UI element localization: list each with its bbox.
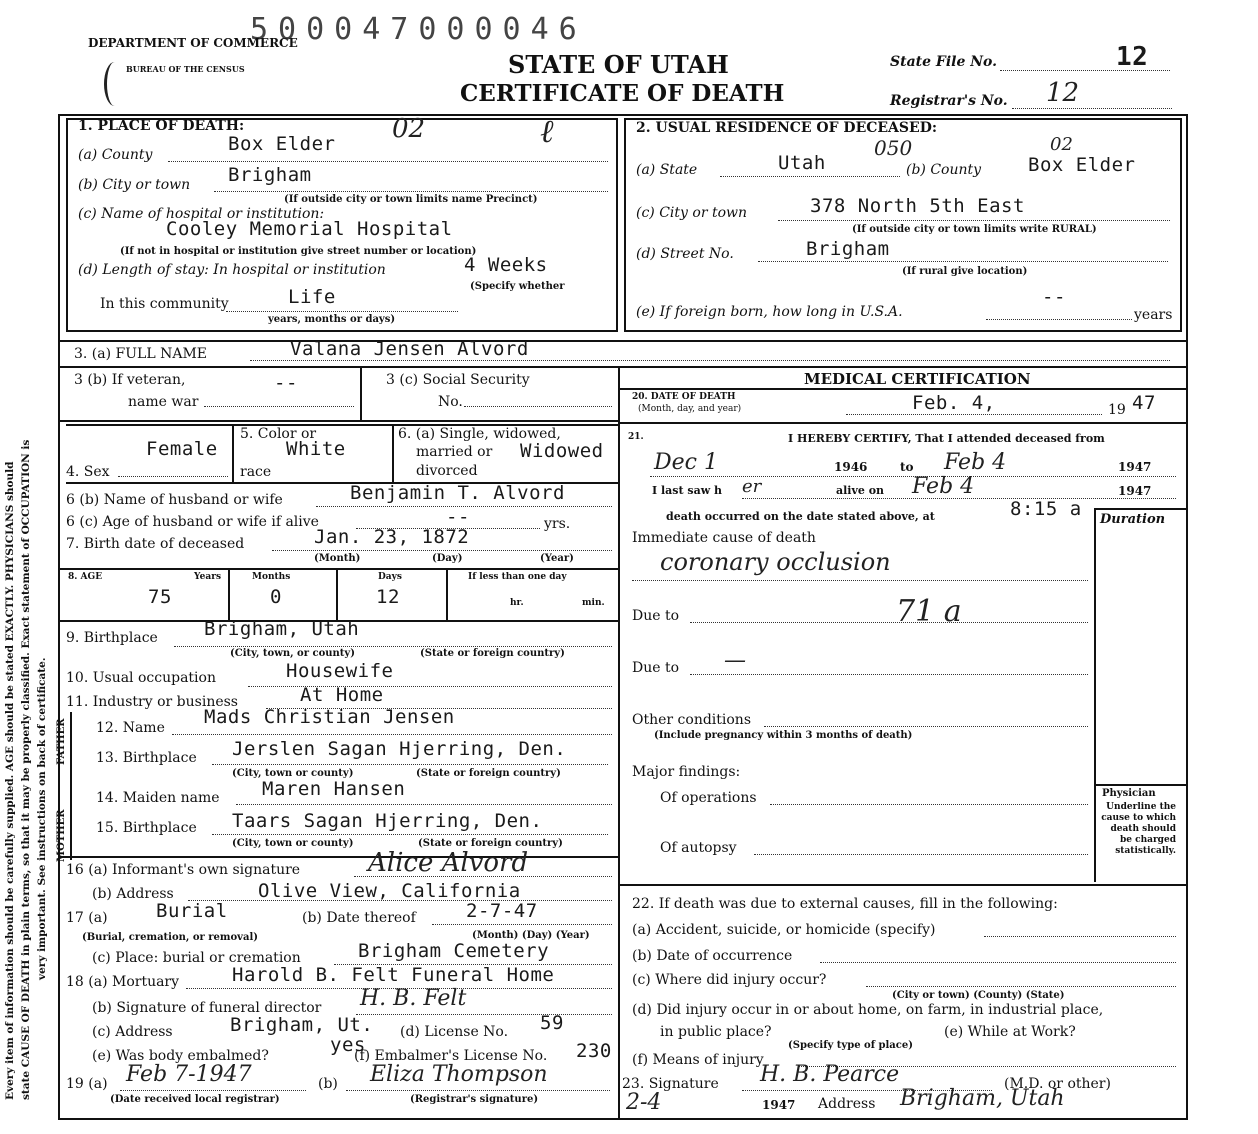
res-street-note: (If rural give location) [902,266,1028,277]
res-county-label: (b) County [906,162,982,178]
mortuary-label: 18 (a) Mortuary [66,974,180,990]
sig-date-year: 1947 [762,1098,796,1112]
informant-addr: Olive View, California [258,880,521,902]
lastsaw-year: 1947 [1118,484,1152,498]
burial-label: 17 (a) [66,910,108,926]
burial-date-value: 2-7-47 [466,900,538,922]
registrar-value: 12 [1046,78,1080,108]
hr-label: hr. [510,598,524,608]
due1-line [690,622,1088,623]
due2-label: Due to [632,660,680,676]
state-title: STATE OF UTAH [508,50,729,79]
birth-value: Jan. 23, 1872 [314,526,470,548]
to-date: Feb 4 [944,450,1007,475]
operations-line [770,804,1088,805]
embalm-label: (e) Was body embalmed? [92,1048,269,1064]
autopsy-line [754,854,1088,855]
birth-label: 7. Birth date of deceased [66,536,245,552]
registrar-line [1012,108,1172,109]
birthplace-label: 9. Birthplace [66,630,158,646]
fb-state-note: (State or foreign country) [416,768,561,779]
medical-bottom [618,884,1186,886]
birthplace-value: Brigham, Utah [204,618,360,640]
bp-state-note: (State or foreign country) [420,648,565,659]
burial-date-line [432,924,612,925]
place-heading: 1. PLACE OF DEATH: [78,118,245,134]
res-mark: 050 [874,136,913,160]
autopsy-label: Of autopsy [660,840,737,856]
age-years-value: 75 [148,586,172,608]
community-label: In this community [100,296,229,312]
res-state-value: Utah [778,152,826,174]
md-label: (M.D. or other) [1004,1076,1111,1092]
dod-label: 20. DATE OF DEATH [632,392,736,402]
from-year: 1946 [834,460,868,474]
mother-birth-label: 15. Birthplace [96,820,197,836]
serial-number: 500047000046 [250,12,587,47]
margin-instruction-2: state CAUSE OF DEATH in plain terms, so that it may be properly classified. Exact statement of OCCUPATION is [20,439,32,1100]
stay-label: (d) Length of stay: In hospital or institution [78,262,386,278]
years-label: Years [194,572,222,582]
veteran-value: -- [274,372,298,394]
res-street-line [758,261,1168,262]
hospital-label: (c) Name of hospital or institution: [78,206,325,222]
industry-value: At Home [300,684,384,706]
father-name-label: 12. Name [96,720,165,736]
sig-address-label: Address [818,1096,876,1112]
department-label: DEPARTMENT OF COMMERCE [88,36,298,50]
major-label: Major findings: [632,764,741,780]
dod-year-prefix: 19 [1108,402,1126,418]
veteran-label-a: 3 (b) If veteran, [74,372,186,388]
reg-sig-line [346,1090,610,1091]
burial-date-note: (Month) (Day) (Year) [472,930,590,941]
sex-divider [232,424,234,482]
box2-bottom [624,330,1180,332]
color-divider [392,424,394,482]
res-state-label: (a) State [636,162,698,178]
informant-sig-line [354,876,612,877]
age-months-value: 0 [270,586,282,608]
father-name-value: Mads Christian Jensen [204,706,455,728]
physician-title: Physician [1102,788,1156,799]
reg-sig-label: (b) [318,1076,338,1092]
res-city-label: (c) City or town [636,205,748,221]
state-file-value: 12 [1116,42,1149,72]
burial-place-label: (c) Place: burial or cremation [92,950,301,966]
immediate-line [632,580,1088,581]
date-received-value: Feb 7-1947 [126,1062,252,1087]
spouse-age-label: 6 (c) Age of husband or wife if alive [66,514,319,530]
occurred-label: death occurred on the date stated above, at [666,510,935,523]
mother-birth-line [212,834,608,835]
lessday-label: If less than one day [468,572,567,582]
embalm-value: yes [330,1034,366,1056]
informant-sig-label: 16 (a) Informant's own signature [66,862,301,878]
box1-left [66,118,68,332]
veteran-line [204,406,354,407]
mortuary-value: Harold B. Felt Funeral Home [232,964,555,986]
seal-mark [104,62,125,106]
physician-top [1094,784,1186,786]
parents-bracket [70,712,72,860]
director-label: (b) Signature of funeral director [92,1000,322,1016]
hospital-value: Cooley Memorial Hospital [166,218,453,240]
embalmer-label: (f) Embalmer's License No. [354,1048,548,1064]
embalmer-value: 230 [576,1040,612,1062]
director-line [356,1014,612,1015]
color-label-a: 5. Color or [240,426,317,442]
certify-text: I HEREBY CERTIFY, That I attended deceased from [788,432,1105,445]
frame-bottom [58,1118,1186,1120]
occupation-value: Housewife [286,660,394,682]
community-line [226,311,458,312]
sex-line [118,476,228,477]
due2-value: — [724,648,746,673]
date-received-label: 19 (a) [66,1076,108,1092]
res-foreign-label: (e) If foreign born, how long in U.S.A. [636,304,903,320]
external-a: (a) Accident, suicide, or homicide (specify) [632,922,936,938]
external-c-line [866,986,1176,987]
min-label: min. [582,598,605,608]
birth-line [272,550,612,551]
color-value: White [286,438,346,460]
mother-side-label: MOTHER [56,809,67,862]
margin-instruction-1: Every item of information should be carefully supplied. AGE should be stated EXACTLY. PHYSICIANS should [4,461,16,1100]
res-county-value: Box Elder [1028,154,1136,176]
ss-label-a: 3 (c) Social Security [386,372,530,388]
informant-addr-line [188,900,612,901]
marital-label-a: 6. (a) Single, widowed, [398,426,561,442]
industry-label: 11. Industry or business [66,694,238,710]
due1-value: 71 a [896,594,962,629]
mortuary-addr-label: (c) Address [92,1024,173,1040]
color-label-b: race [240,464,272,480]
mortuary-addr: Brigham, Ut. [230,1014,374,1036]
dod-year: 47 [1132,392,1156,414]
informant-sig: Alice Alvord [368,848,529,878]
dod-value: Feb. 4, [912,392,996,414]
external-d-note: (Specify type of place) [788,1040,913,1051]
day-note: (Day) [432,553,463,564]
lastsaw-her: er [742,476,762,497]
physician-note: Underline the cause to which death should be charged statistically. [1101,802,1176,856]
medical-heading: MEDICAL CERTIFICATION [804,370,1031,388]
external-d1: (d) Did injury occur in or about home, on farm, in industrial place, [632,1002,1104,1018]
place-mark-2: ℓ [540,112,554,150]
res-city-note: (If outside city or town limits write RURAL) [852,224,1097,235]
date-received-note: (Date received local registrar) [110,1094,280,1105]
lastsaw-date: Feb 4 [912,474,975,499]
days-label: Days [378,572,402,582]
ss-label-b: No. [438,394,463,410]
license-label: (d) License No. [400,1024,509,1040]
duration-label: Duration [1100,512,1166,527]
sex-label: 4. Sex [66,464,110,480]
age-div-3 [446,568,448,620]
certify-num: 21. [628,432,644,442]
dod-line [846,414,1102,415]
res-city-line [778,220,1170,221]
name-row-bottom [58,366,1186,368]
margin-instruction-3: very important. See instructions on back of certificate. [36,657,48,980]
box2-right [1180,118,1182,332]
box1-bottom [66,330,616,332]
external-heading: 22. If death was due to external causes, fill in the following: [632,896,1058,912]
spouse-age-value: -- [446,506,470,528]
res-foreign-value: -- [1042,286,1066,308]
county-label: (a) County [78,147,153,163]
burial-note: (Burial, cremation, or removal) [82,932,258,943]
mother-name-line [236,804,612,805]
bureau-label: BUREAU OF THE CENSUS [126,64,245,74]
immediate-label: Immediate cause of death [632,530,816,546]
external-a-line [984,936,1176,937]
hospital-note: (If not in hospital or institution give street number or location) [120,246,477,257]
center-divider [618,366,620,1118]
alive-on: alive on [836,484,885,497]
months-label: Months [252,572,291,582]
reg-sig-note: (Registrar's signature) [410,1094,539,1105]
license-value: 59 [540,1012,564,1034]
external-b-line [820,962,1176,963]
res-state-line [720,176,900,177]
other-note: (Include pregnancy within 3 months of death) [654,730,913,741]
year-note: (Year) [540,553,574,564]
name-line [250,360,1170,361]
duration-top [1094,508,1186,510]
operations-label: Of operations [660,790,757,806]
ymd-note: years, months or days) [268,314,396,325]
frame-left [58,114,60,1120]
frame-right [1186,114,1188,1120]
full-name-label: 3. (a) FULL NAME [74,346,207,362]
mb-state-note: (State or foreign country) [418,838,563,849]
county-line [168,161,608,162]
father-birth-line [212,764,608,765]
burial-date-label: (b) Date thereof [302,910,416,926]
age-div-2 [336,568,338,620]
box1-right [616,118,618,332]
father-birth-value: Jerslen Sagan Hjerring, Den. [232,738,567,760]
external-c-note: (City or town) (County) (State) [892,990,1065,1001]
director-sig: H. B. Felt [360,986,467,1011]
father-side-label: FATHER [56,718,67,765]
state-file-label: State File No. [890,54,998,70]
marital-label-b: married or [416,444,493,460]
immediate-value: coronary occlusion [660,548,891,576]
community-value: Life [288,286,336,308]
res-years: years [1134,307,1173,323]
stay-value: 4 Weeks [464,254,548,276]
lastsaw-line [742,498,1176,499]
city-line [214,191,608,192]
informant-addr-label: (b) Address [92,886,174,902]
mother-name-label: 14. Maiden name [96,790,220,806]
to-year: 1947 [1118,460,1152,474]
frame-top [58,114,1186,116]
medical-heading-line [618,388,1186,390]
res-street-label: (d) Street No. [636,246,734,262]
fb-city-note: (City, town or county) [232,768,354,779]
city-label: (b) City or town [78,177,191,193]
external-e: (e) While at Work? [944,1024,1076,1040]
marital-label-c: divorced [416,463,478,479]
box2-left [624,118,626,332]
signature-label: 23. Signature [622,1076,719,1092]
age-row-top [58,568,618,570]
dod-row-bottom [618,422,1186,424]
month-note: (Month) [314,553,361,564]
due2-line [690,674,1088,675]
external-f: (f) Means of injury [632,1052,764,1068]
veteran-label-b: name war [128,394,199,410]
mother-birth-value: Taars Sagan Hjerring, Den. [232,810,543,832]
other-label: Other conditions [632,712,752,728]
physician-sig: H. B. Pearce [760,1062,900,1087]
place-mark: 02 [392,114,426,144]
father-birth-label: 13. Birthplace [96,750,197,766]
name-row-top [58,340,1186,342]
age-days-value: 12 [376,586,400,608]
veteran-divider [360,366,362,420]
other-line [764,726,1088,727]
res-city-value: 378 North 5th East [810,195,1025,217]
full-name-value: Valana Jensen Alvord [290,338,529,360]
certificate-title: CERTIFICATE OF DEATH [460,80,785,107]
burial-value: Burial [156,900,228,922]
yrs-label: yrs. [544,516,571,532]
lastsaw-label: I last saw h [652,484,723,497]
city-note: (If outside city or town limits name Precinct) [284,194,538,205]
ss-line [464,406,612,407]
external-d2: in public place? [660,1024,772,1040]
external-b: (b) Date of occurrence [632,948,793,964]
date-received-line [120,1090,306,1091]
occupation-label: 10. Usual occupation [66,670,216,686]
city-value: Brigham [228,164,312,186]
dod-note: (Month, day, and year) [638,404,742,414]
sig-date: 2-4 [626,1090,662,1115]
from-date: Dec 1 [654,450,718,475]
age-label: 8. AGE [68,572,103,582]
father-name-line [172,734,612,735]
res-mark-2: 02 [1050,134,1073,155]
mb-city-note: (City, town or county) [232,838,354,849]
external-c: (c) Where did injury occur? [632,972,827,988]
due1-label: Due to [632,608,680,624]
county-value: Box Elder [228,133,336,155]
death-time: 8:15 a [1010,498,1082,520]
sig-address: Brigham, Utah [900,1086,1065,1111]
to-label: to [900,460,914,474]
sex-value: Female [146,438,218,460]
bp-city-note: (City, town, or county) [230,648,355,659]
spouse-value: Benjamin T. Alvord [350,482,565,504]
res-foreign-line [986,319,1132,320]
residence-heading: 2. USUAL RESIDENCE OF DECEASED: [636,120,938,136]
veteran-row-bottom [58,420,618,422]
res-street-value: Brigham [806,238,890,260]
parents-bottom [58,856,618,858]
state-file-line [1000,70,1170,71]
age-div-1 [228,568,230,620]
mother-name-value: Maren Hansen [262,778,406,800]
birthplace-line [174,646,612,647]
specify-note: (Specify whether [470,281,565,292]
registrar-label: Registrar's No. [890,93,1008,109]
spouse-label: 6 (b) Name of husband or wife [66,492,283,508]
marital-value: Widowed [520,440,604,462]
reg-sig-value: Eliza Thompson [370,1062,548,1087]
burial-place-value: Brigham Cemetery [358,940,550,962]
